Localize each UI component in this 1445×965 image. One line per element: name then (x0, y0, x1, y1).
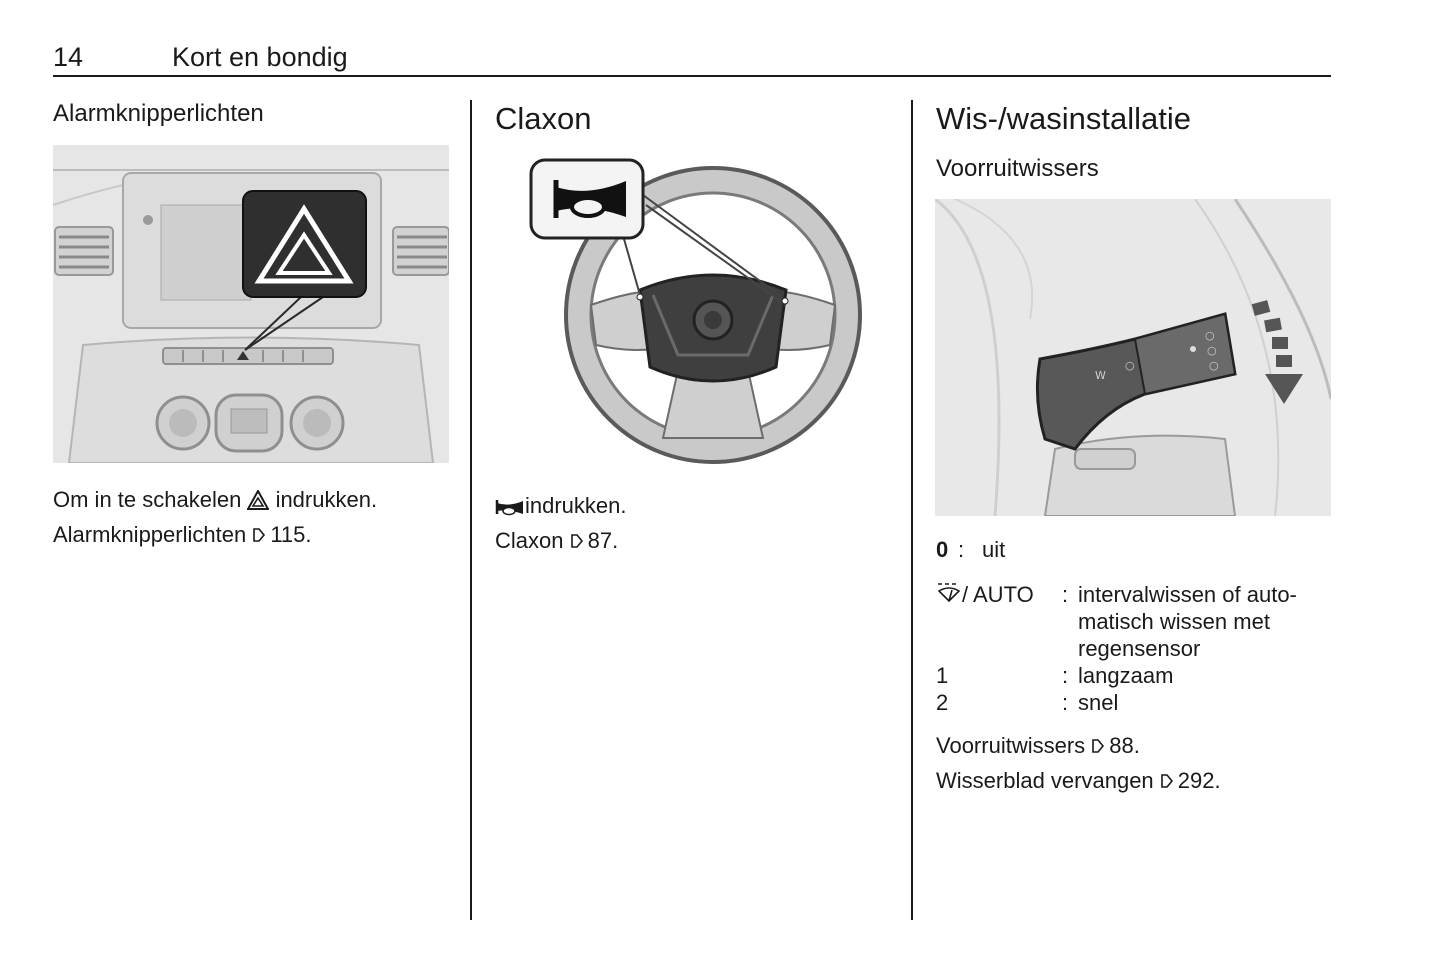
hazard-reference[interactable] (53, 517, 453, 552)
svg-text:○: ○ (1125, 359, 1135, 372)
chapter-title: Kort en bondig (172, 42, 348, 72)
legend-row (936, 536, 1005, 563)
legend-key: 0 (936, 537, 949, 562)
wiper-stalk-figure (935, 199, 1331, 516)
legend-value-line: intervalwissen of auto- (1078, 582, 1297, 607)
legend-row (936, 581, 1297, 662)
svg-text:○: ○ (1207, 344, 1217, 357)
hazard-instruction-line (53, 482, 453, 517)
hazard-instruction-text: Om in te schakelen (53, 487, 242, 512)
legend-value: uit (982, 537, 1006, 562)
hazard-instruction-action: indrukken. (275, 487, 378, 512)
dashboard-illustration (53, 145, 449, 463)
legend-row (936, 689, 1297, 716)
column-divider-1 (470, 100, 472, 920)
horn-steering-wheel-figure (528, 155, 868, 465)
hazard-reference-label: Alarmknipperlichten (53, 522, 247, 547)
wiper-reference[interactable] (936, 728, 1336, 763)
wiper-legend (936, 536, 1336, 716)
wiper-stalk-illustration (935, 199, 1331, 516)
svg-text:○: ○ (1209, 359, 1219, 372)
page-reference-arrow-icon (570, 532, 584, 550)
page-reference-arrow-icon (252, 526, 266, 544)
svg-text:W: W (1095, 369, 1106, 382)
wiper-blade-reference-label: Wisserblad vervangen (936, 768, 1154, 793)
wiper-subheading: Voorruitwissers (936, 155, 1099, 182)
page-reference-arrow-icon (1091, 737, 1105, 755)
legend-value-line: regensensor (1078, 636, 1201, 661)
horn-heading: Claxon (495, 101, 592, 136)
legend-value: snel (1078, 690, 1119, 715)
legend-separator: : (1062, 582, 1069, 607)
hazard-instruction (53, 482, 453, 552)
column-divider-2 (911, 100, 913, 920)
horn-reference-page: 87. (587, 528, 619, 553)
hazard-dashboard-figure (53, 145, 449, 463)
hazard-reference-page: 115. (270, 522, 312, 547)
hazard-heading: Alarmknipperlichten (53, 100, 264, 127)
wiper-legend-table (936, 536, 1005, 563)
page-number: 14 (53, 42, 84, 72)
horn-instruction-line (495, 488, 895, 523)
legend-value: langzaam (1078, 663, 1174, 688)
page-reference-arrow-icon (1160, 772, 1174, 790)
legend-value (1078, 581, 1297, 662)
horn-instruction (495, 488, 895, 558)
steering-wheel-illustration (528, 155, 868, 465)
wiper-reference-page: 88. (1109, 733, 1140, 758)
horn-reference-label: Claxon (495, 528, 564, 553)
legend-row (936, 662, 1297, 689)
horn-instruction-action: indrukken. (525, 493, 627, 518)
legend-value-line: matisch wissen met (1078, 609, 1270, 634)
hazard-warning-icon (247, 490, 269, 510)
wiper-reference-label: Voorruitwissers (936, 733, 1086, 758)
legend-key: 2 (936, 690, 949, 715)
svg-text:○: ○ (1205, 329, 1215, 342)
wiper-blade-reference[interactable] (936, 763, 1336, 798)
legend-key (936, 581, 1062, 662)
horn-icon (495, 497, 525, 517)
legend-separator: : (1062, 690, 1069, 715)
wiper-blade-reference-page: 292. (1177, 768, 1221, 793)
wiper-heading: Wis-/wasinstallatie (936, 101, 1191, 136)
legend-key: 1 (936, 663, 949, 688)
wiper-references (936, 728, 1336, 798)
wiper-legend-table-2 (936, 581, 1297, 716)
legend-key-text: / AUTO (962, 582, 1034, 607)
legend-separator: : (1062, 663, 1069, 688)
legend-separator: : (958, 537, 965, 562)
interval-wipe-icon (936, 582, 962, 604)
horn-reference[interactable] (495, 523, 895, 558)
header-rule (53, 75, 1331, 77)
